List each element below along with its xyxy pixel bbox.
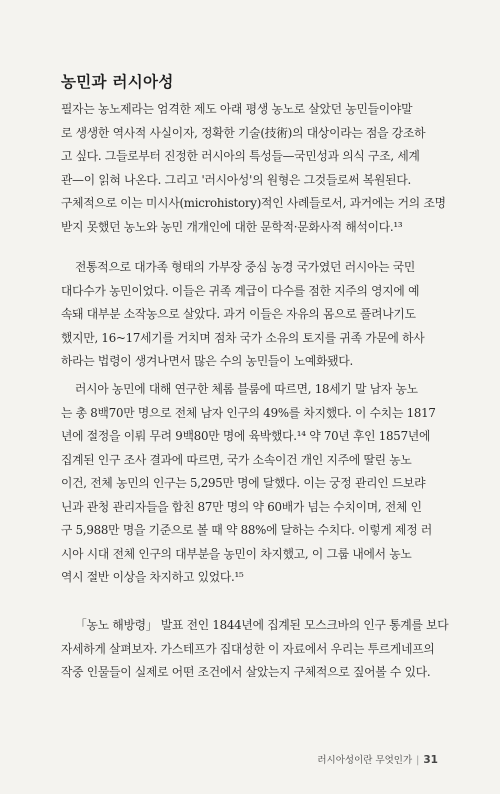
- paragraph-3: [61, 378, 439, 590]
- text-line: 관—이 읽혀 나온다. 그리고 '러시아성'의 원형은 그것들로써 복원된다.: [61, 172, 411, 187]
- page-number: 31: [423, 754, 438, 766]
- text-line: 필자는 농노제라는 엄격한 제도 아래 평생 농노로 살았던 농민들이야말: [61, 102, 413, 116]
- text-line: 닌과 관청 관리자들을 합친 87만 명의 약 60배가 넘는 수치이며, 전체 인: [61, 499, 422, 514]
- text-line: 이건, 전체 농민의 인구는 5,295만 명에 달했다. 이는 궁정 관리인 드보랴: [61, 476, 426, 490]
- text-line: 고 싶다. 그들로부터 진정한 러시아의 특성들—국민성과 의식 구조, 세계: [61, 149, 420, 163]
- text-line: 로 생생한 역사적 사실이자, 정확한 기술(技術)의 대상이라는 점을 강조하: [61, 125, 426, 140]
- text-line: 작중 인물들이 실제로 어떤 조건에서 살았는지 구체적으로 짚어볼 수 있다.: [61, 665, 431, 679]
- text-line: 역시 절반 이상을 차지하고 있었다.¹⁵: [61, 570, 244, 584]
- text-line: 집계된 인구 조사 결과에 따르면, 국가 소속이건 개인 지주에 딸린 농노: [61, 452, 412, 467]
- footer-separator: |: [416, 755, 420, 766]
- text-line: 러시아 농민에 대해 연구한 체롬 블룸에 따르면, 18세기 말 남자 농노: [75, 382, 418, 396]
- text-line: 대다수가 농민이었다. 이들은 귀족 계급이 다수를 점한 지주의 영지에 예: [61, 283, 420, 298]
- text-line: 하라는 법령이 생겨나면서 많은 수의 농민들이 노예화됐다.: [61, 354, 353, 368]
- text-line: 시아 시대 전체 인구의 대부분을 농민이 차지했고, 이 그룹 내에서 농노: [61, 546, 412, 561]
- page-footer: [317, 752, 438, 766]
- paragraph-4: [61, 614, 449, 685]
- text-line: 년에 절정을 이뤄 무려 9백80만 명에 육박했다.¹⁴ 약 70년 후인 1857년에: [61, 429, 431, 443]
- text-line: 구체적으로 이는 미시사(microhistory)적인 사례들로서, 과거에는 거의 조명: [61, 196, 446, 210]
- text-line: 했지만, 16~17세기를 거치며 점차 국가 소유의 토지를 귀족 가문에 하사: [61, 330, 425, 345]
- paragraph-2: [61, 256, 439, 374]
- running-title: 러시아성이란 무엇인가: [317, 755, 413, 766]
- text-line: 구 5,988만 명을 기준으로 볼 때 약 88%에 달하는 수치다. 이렇게 제정 러: [61, 523, 432, 537]
- text-line: 받지 못했던 농노와 농민 개개인에 대한 문학적·문화사적 해석이다.¹³: [61, 219, 403, 234]
- text-line: 는 총 8백70만 명으로 전체 남자 인구의 49%를 차지했다. 이 수치는 1817: [61, 405, 436, 420]
- text-line: 속돼 대부분 소작농으로 살았다. 과거 이들은 자유의 몸으로 풀려나기도: [61, 307, 416, 321]
- text-line: 「농노 해방령」 발표 전인 1844년에 집계된 모스크바의 인구 통계를 보다: [75, 618, 449, 632]
- section-heading: 농민과 러시아성: [61, 73, 174, 91]
- text-line: 전통적으로 대가족 형태의 가부장 중심 농경 국가였던 러시아는 국민: [75, 260, 416, 274]
- paragraph-1: [61, 98, 446, 239]
- text-line: 자세하게 살펴보자. 가스테프가 집대성한 이 자료에서 우리는 투르게네프의: [61, 641, 435, 656]
